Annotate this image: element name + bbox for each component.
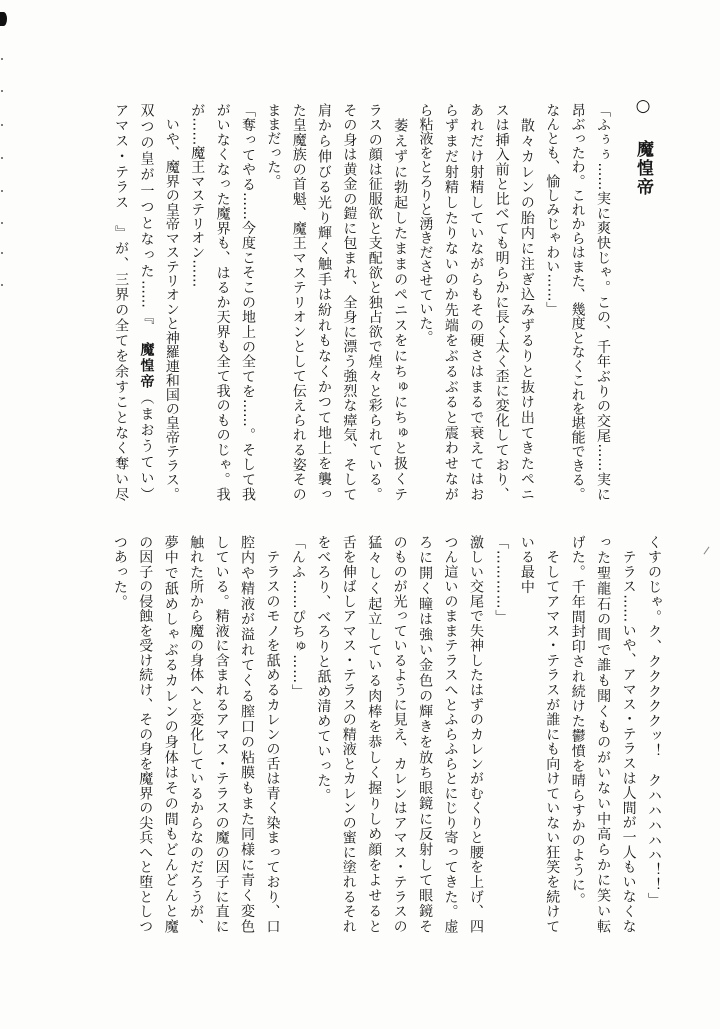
text-column: 夢中で舐めしゃぶるカレンの身体はその間もどんどんと魔	[162, 535, 179, 933]
text-column: テラスのモノを舐めるカレンの舌は青く染まっており、口	[264, 535, 281, 933]
text-column: 「ふぅぅ……実に爽快じゃ。この、千年ぶりの交尾……実に	[595, 103, 611, 501]
text-column: ら粘液をとろりと湧きださせていた。	[417, 103, 434, 345]
text-column: た皇魔族の首魁、魔王マステリオンとして伝えられる姿その	[290, 103, 307, 501]
scan-artifact	[1, 284, 3, 286]
text-column: った聖龍石の間で誰も聞くものがいない中高らかに笑い転	[595, 535, 612, 933]
text-column: 「…………」	[493, 535, 510, 625]
scan-artifact	[1, 124, 3, 126]
scan-artifact	[1, 58, 3, 60]
text-column: ラスの顔は征服欲と支配欲と独占欲で煌々と彩られている。	[366, 103, 383, 501]
text-column: 舌を伸ばしアマス・テラスの精液とカレンの蜜に塗れるそれ	[340, 535, 357, 933]
text-column: が……魔王マステリオン……	[189, 103, 206, 288]
emphasized-title: 魔惶帝	[138, 342, 155, 391]
text-block-bottom	[106, 535, 666, 933]
text-column: なんとも、愉しみじゃわい……」	[544, 103, 561, 316]
text-column: ままだった。	[265, 103, 282, 189]
heading-circle-mark: ○	[633, 96, 653, 116]
text-column: の因子の侵蝕を受け続け、その身を魔界の尖兵へと堕としつ	[137, 535, 154, 933]
scan-artifact	[1, 222, 3, 224]
scan-artifact	[1, 190, 3, 192]
section-heading: 魔惶帝	[633, 140, 653, 197]
text-column: 散々カレンの胎内に注ぎ込みずるりと抜け出てきたペニ	[518, 103, 535, 501]
text-segment: 双つの皇が一つとなった……『	[138, 103, 155, 343]
text-column: 肩から伸びる光り輝く触手は紛れもなくかつて地上を襲っ	[316, 103, 333, 501]
text-column: をべろり、べろりと舐め清めていった。	[315, 535, 332, 804]
text-column: そしてアマス・テラスが誰にも向けていない狂笑を続けて	[544, 535, 561, 933]
text-column: している。精液に含まれるアマス・テラスの魔の因子に直に	[213, 535, 230, 933]
text-column: つん這いのままテラスへとふらふらとにじり寄ってきた。虚	[442, 535, 459, 933]
scan-artifact	[704, 547, 710, 555]
text-column: アマス・テラス 』が、三界の全てを余すことなく奪い尽	[113, 103, 130, 501]
text-column: テラス……いや、アマス・テラスは人間が一人もいなくな	[620, 535, 637, 933]
text-column: スは挿入前と比べても明らかに長く太く歪に変化しており、	[493, 103, 510, 501]
text-column: 「奪ってやる……今度こそこの地上の全てを……。そして我	[239, 103, 256, 501]
text-column: その身は黄金の鎧に包まれ、全身に漂う強烈な瘴気、そして	[341, 103, 358, 501]
text-column: いや、魔界の皇帝マステリオンと神羅連和国の皇帝テラス。	[163, 103, 180, 502]
scan-artifact	[1, 157, 3, 159]
text-column: つあった。	[111, 535, 128, 610]
text-column: くすのじゃ。ク、クククククッ！ クハハハハハ！！」	[646, 535, 662, 908]
text-column: 猛々しく起立している肉棒を恭しく握りしめ顔をよせると	[366, 535, 383, 933]
text-column: 萎えずに勃起したままのペニスをにちゅにちゅと扱くテ	[392, 103, 409, 501]
text-column: がいなくなった魔界も、はるか天界も全て我のものじゃ。我	[214, 103, 231, 501]
scan-artifact	[1, 90, 3, 92]
scan-artifact	[1, 252, 3, 254]
text-column: げた。千年間封印され続けた鬱憤を晴らすかのように。	[569, 535, 586, 908]
text-column: いる最中	[518, 535, 535, 595]
text-column: 激しい交尾で失神したはずのカレンがむくりと腰を上げ、四	[467, 535, 484, 933]
text-column: 腔内や精液が溢れてくる膣口の粘膜もまた同様に青く変色	[239, 535, 255, 933]
text-column	[133, 103, 158, 501]
text-column: 昂ぶったわ。これからはまた、幾度となくこれを堪能できる。	[569, 103, 586, 501]
text-column: 「んふ……ぴちゅ……」	[289, 535, 306, 699]
text-column: あれだけ射精していながらもその硬さはまるで衰えてはお	[468, 103, 485, 501]
text-column: らずまだ射精したりないのか先端をぶるぶると震わせなが	[442, 103, 459, 501]
text-column: 触れた所から魔の身体へと変化しているからなのだろうが、	[188, 535, 205, 933]
text-segment: （まおうてい）	[138, 390, 155, 502]
text-column: ろに開く瞳は強い金色の輝きを放ち眼鏡に反射して眼鏡そ	[417, 535, 434, 933]
scan-artifact	[0, 12, 7, 26]
text-column: のものが光っているように見え、カレンはアマス・テラスの	[391, 535, 408, 933]
text-block-top	[107, 103, 615, 501]
